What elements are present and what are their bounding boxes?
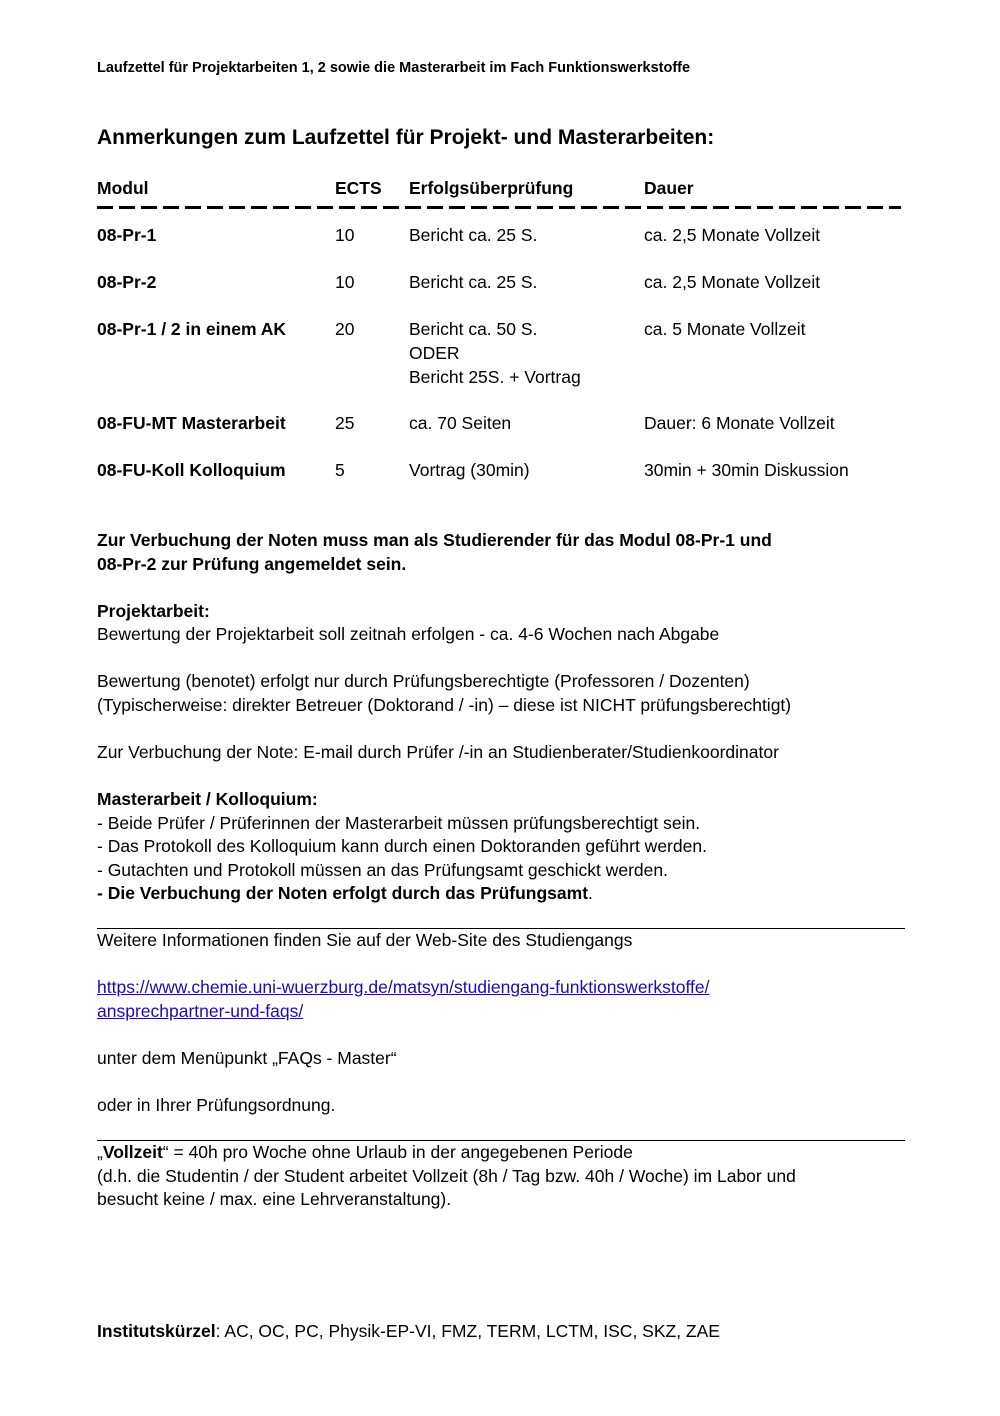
table-header [97, 176, 905, 202]
website-link-line1[interactable]: https://www.chemie.uni-wuerzburg.de/matsyn/studiengang-funktionswerkstoffe/ [97, 977, 710, 997]
row-modul: 08-FU-MT Masterarbeit [97, 413, 286, 433]
projekt-heading: Projektarbeit: [97, 601, 210, 621]
registration-note-line2: 08-Pr-2 zur Prüfung angemeldet sein. [97, 554, 407, 574]
row-check: Bericht ca. 50 S. [409, 319, 538, 339]
row-ects: 5 [335, 460, 345, 480]
master-item-4 [97, 882, 593, 906]
column-header-check: Erfolgsüberprüfung [409, 178, 574, 198]
row-modul: 08-Pr-2 [97, 272, 157, 292]
row-check: Vortrag (30min) [409, 460, 530, 480]
institut-list [97, 1320, 720, 1344]
row-modul: 08-FU-Koll Kolloquium [97, 460, 286, 480]
row-check-line3: Bericht 25S. + Vortrag [409, 367, 581, 387]
vollzeit-rest: “ = 40h pro Woche ohne Urlaub in der angegebenen Periode [162, 1142, 633, 1162]
vollzeit-term: Vollzeit [102, 1142, 163, 1162]
row-ects: 10 [335, 272, 355, 292]
row-ects: 20 [335, 319, 355, 339]
column-header-dauer: Dauer [644, 178, 694, 198]
projekt-line4: Zur Verbuchung der Note: E-mail durch Prüfer /-in an Studienberater/Studienkoordinator [97, 742, 779, 762]
row-ects: 10 [335, 225, 355, 245]
row-dauer: 30min + 30min Diskussion [644, 460, 849, 480]
row-check: Bericht ca. 25 S. [409, 272, 538, 292]
master-item-4-suffix: . [588, 883, 593, 903]
module-table [97, 176, 905, 480]
row-modul: 08-Pr-1 / 2 in einem AK [97, 319, 286, 339]
master-item-1: - Beide Prüfer / Prüferinnen der Masterarbeit müssen prüfungsberechtigt sein. [97, 813, 701, 833]
vollzeit-open-quote: „ [97, 1142, 103, 1162]
row-modul: 08-Pr-1 [97, 225, 157, 245]
website-link-line2[interactable]: ansprechpartner-und-faqs/ [97, 1001, 304, 1021]
vollzeit-definition [97, 1141, 633, 1165]
registration-note-line1: Zur Verbuchung der Noten muss man als Studierender für das Modul 08-Pr-1 und [97, 530, 772, 550]
master-item-4-bold: Die Verbuchung der Noten erfolgt durch das Prüfungsamt [107, 883, 589, 903]
menu-hint: unter dem Menüpunkt „FAQs - Master“ [97, 1048, 397, 1068]
master-item-3: - Gutachten und Protokoll müssen an das Prüfungsamt geschickt werden. [97, 860, 668, 880]
column-header-ects: ECTS [335, 178, 382, 198]
page-title: Anmerkungen zum Laufzettel für Projekt- und Masterarbeiten: [97, 126, 715, 149]
exam-regulation-hint: oder in Ihrer Prüfungsordnung. [97, 1095, 336, 1115]
row-check-line2: ODER [409, 343, 460, 363]
institut-label: Institutskürzel [97, 1321, 216, 1341]
row-check: Bericht ca. 25 S. [409, 225, 538, 245]
row-ects: 25 [335, 413, 355, 433]
master-item-4-prefix: - [97, 883, 108, 903]
row-dauer: ca. 5 Monate Vollzeit [644, 319, 806, 339]
row-dauer: ca. 2,5 Monate Vollzeit [644, 272, 821, 292]
row-dauer: ca. 2,5 Monate Vollzeit [644, 225, 821, 245]
page-header: Laufzettel für Projektarbeiten 1, 2 sowie die Masterarbeit im Fach Funktionswerkstoffe [97, 60, 691, 76]
projekt-line1: Bewertung der Projektarbeit soll zeitnah erfolgen - ca. 4-6 Wochen nach Abgabe [97, 624, 720, 644]
master-item-2: - Das Protokoll des Kolloquium kann durch einen Doktoranden geführt werden. [97, 836, 707, 856]
column-header-modul: Modul [97, 178, 149, 198]
projekt-line2: Bewertung (benotet) erfolgt nur durch Prüfungsberechtigte (Professoren / Dozenten) [97, 671, 750, 691]
row-check: ca. 70 Seiten [409, 413, 512, 433]
master-heading: Masterarbeit / Kolloquium: [97, 789, 318, 809]
vollzeit-line2: (d.h. die Studentin / der Student arbeitet Vollzeit (8h / Tag bzw. 40h / Woche) im Labor und [97, 1166, 796, 1186]
table-divider [97, 206, 901, 209]
projekt-line3: (Typischerweise: direkter Betreuer (Doktorand / -in) – diese ist NICHT prüfungsberechtigt) [97, 695, 792, 715]
row-dauer: Dauer: 6 Monate Vollzeit [644, 413, 835, 433]
vollzeit-line3: besucht keine / max. eine Lehrveranstaltung). [97, 1189, 452, 1209]
info-line: Weitere Informationen finden Sie auf der Web-Site des Studiengangs [97, 930, 633, 950]
institut-values: : AC, OC, PC, Physik-EP-VI, FMZ, TERM, LCTM, ISC, SKZ, ZAE [215, 1321, 720, 1341]
